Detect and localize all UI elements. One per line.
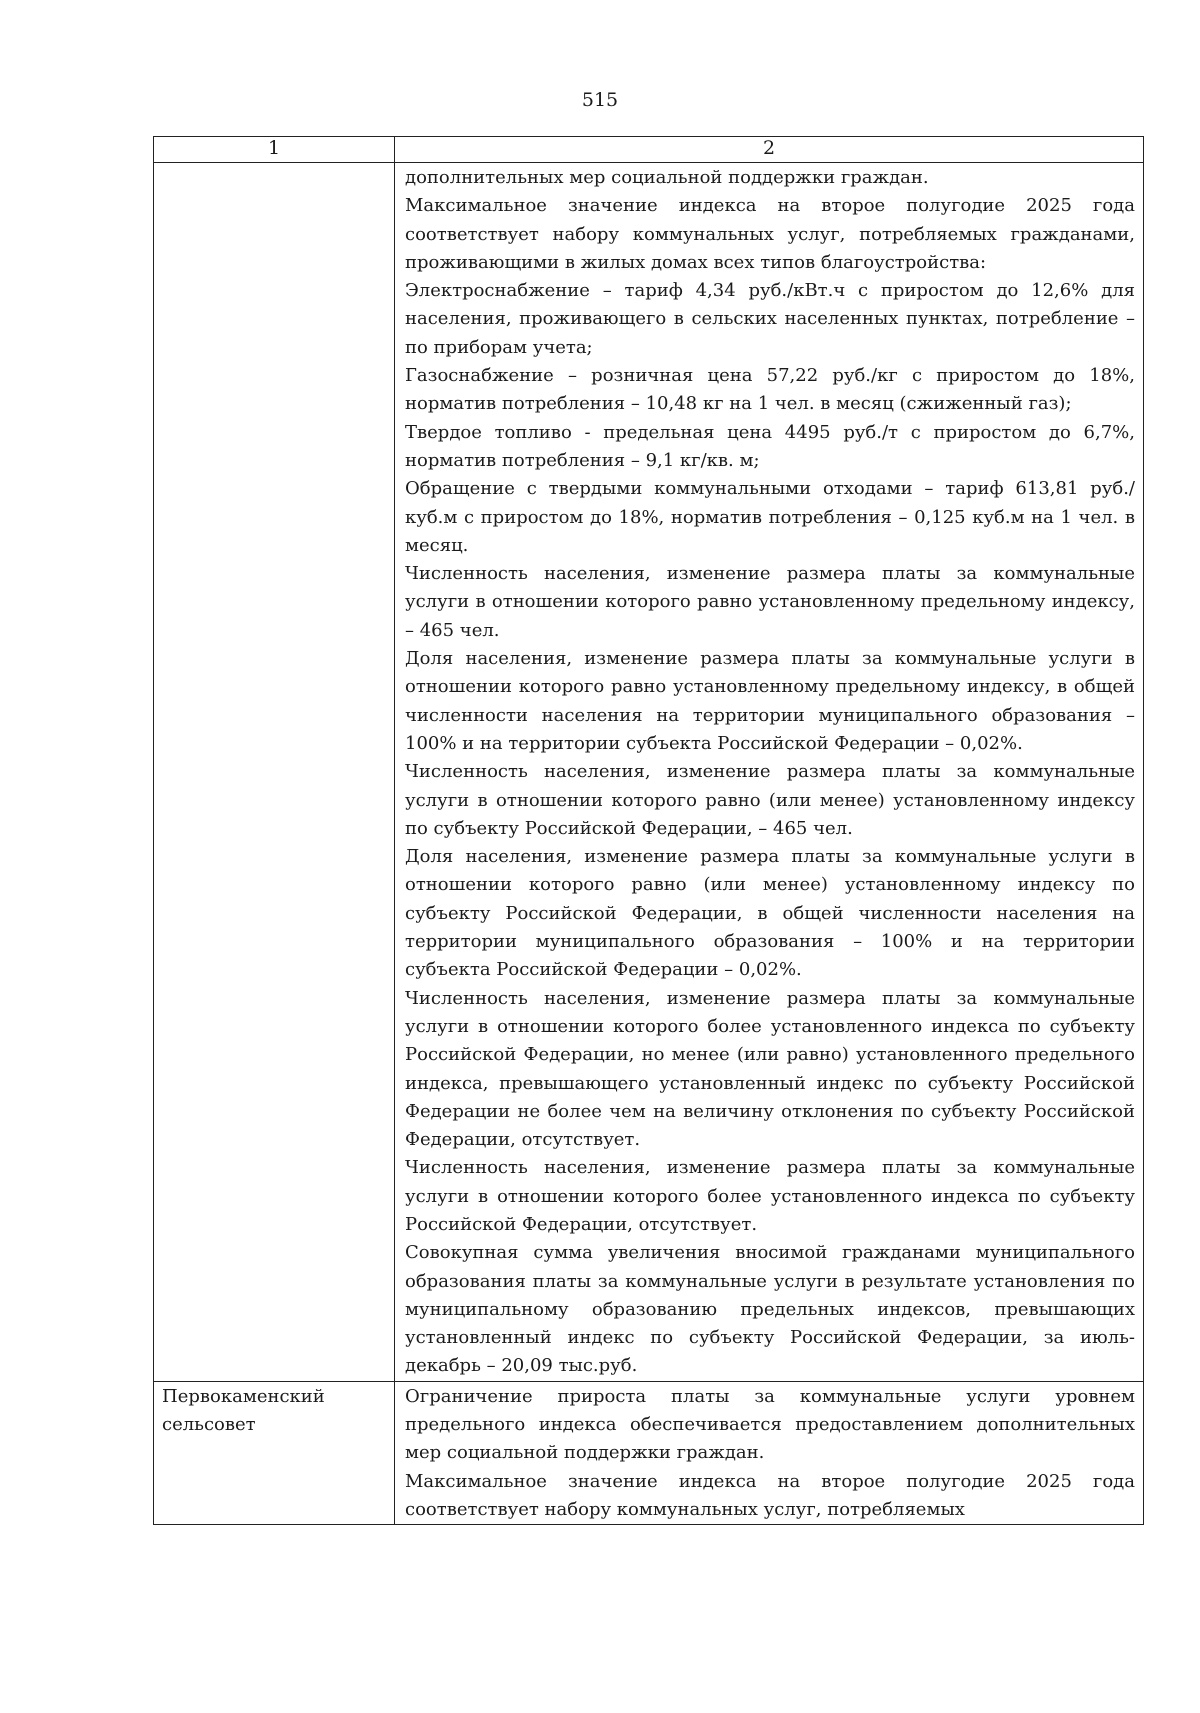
paragraph: Доля населения, изменение размера платы за коммунальные услуги в отношении которого равно установленному предельному индексу, в общей численности населения на территории муниципального образования – 100% и на территории субъекта Российской Федерации – 0,02%. <box>405 648 1135 754</box>
paragraph: Численность населения, изменение размера платы за коммунальные услуги в отношении которого равно установленному предельному индексу, – 465 чел. <box>405 563 1135 641</box>
paragraph: Газоснабжение – розничная цена 57,22 руб./кг с приростом до 18%, норматив потребления – 10,48 кг на 1 чел. в месяц (сжиженный газ); <box>405 365 1135 415</box>
column-header-2: 2 <box>395 137 1144 163</box>
paragraph: Совокупная сумма увеличения вносимой гражданами муниципального образования платы за коммунальные услуги в результате установления по муниципальному образованию предельных индексов, превышающих установленный индекс по субъекту Российской Федерации, за июль-декабрь – 20,09 тыс.руб. <box>405 1242 1135 1377</box>
paragraph: Твердое топливо - предельная цена 4495 руб./т с приростом до 6,7%, норматив потребления – 9,1 кг/кв. м; <box>405 421 1135 471</box>
paragraph: Численность населения, изменение размера платы за коммунальные услуги в отношении которого более установленного индекса по субъекту Российской Федерации, но менее (или равно) установленного предельного индекса, превышающего установленный индекс по субъекту Российской Федерации не более чем на величину отклонения по субъекту Российской Федерации, отсутствует. <box>405 987 1135 1151</box>
paragraph: Доля населения, изменение размера платы за коммунальные услуги в отношении которого равно (или менее) установленному индексу по субъекту Российской Федерации, в общей численности населения на территории муниципального образования – 100% и на территории субъекта Российской Федерации – 0,02%. <box>405 846 1135 981</box>
paragraph: Численность населения, изменение размера платы за коммунальные услуги в отношении которого более установленного индекса по субъекту Российской Федерации, отсутствует. <box>405 1157 1135 1235</box>
paragraph: Численность населения, изменение размера платы за коммунальные услуги в отношении которого равно (или менее) установленному индексу по субъекту Российской Федерации, – 465 чел. <box>405 761 1135 839</box>
document-table <box>153 136 1144 1525</box>
column-header-1: 1 <box>154 137 395 163</box>
table-row <box>154 163 1144 1382</box>
paragraph: дополнительных мер социальной поддержки граждан. <box>405 167 929 188</box>
table-row <box>154 1381 1144 1524</box>
paragraph: Ограничение прироста платы за коммунальные услуги уровнем предельного индекса обеспечивается предоставлением дополнительных мер социальной поддержки граждан. <box>405 1385 1135 1464</box>
page-number: 515 <box>581 89 619 111</box>
paragraph: Максимальное значение индекса на второе полугодие 2025 года соответствует набору коммунальных услуг, потребляемых <box>405 1470 1135 1520</box>
table-header-row <box>154 137 1144 163</box>
municipality-cell: Первокаменский сельсовет <box>154 1381 395 1524</box>
municipality-cell <box>154 163 395 1382</box>
paragraph: Обращение с твердыми коммунальными отходами – тариф 613,81 руб./куб.м с приростом до 18%, норматив потребления – 0,125 куб.м на 1 чел. в месяц. <box>405 478 1135 556</box>
description-cell <box>395 163 1144 1382</box>
paragraph: Максимальное значение индекса на второе полугодие 2025 года соответствует набору коммунальных услуг, потребляемых гражданами, проживающими в жилых домах всех типов благоустройства: <box>405 195 1135 273</box>
description-cell <box>395 1381 1144 1524</box>
paragraph: Электроснабжение – тариф 4,34 руб./кВт.ч с приростом до 12,6% для населения, проживающего в сельских населенных пунктах, потребление – по приборам учета; <box>405 280 1135 358</box>
